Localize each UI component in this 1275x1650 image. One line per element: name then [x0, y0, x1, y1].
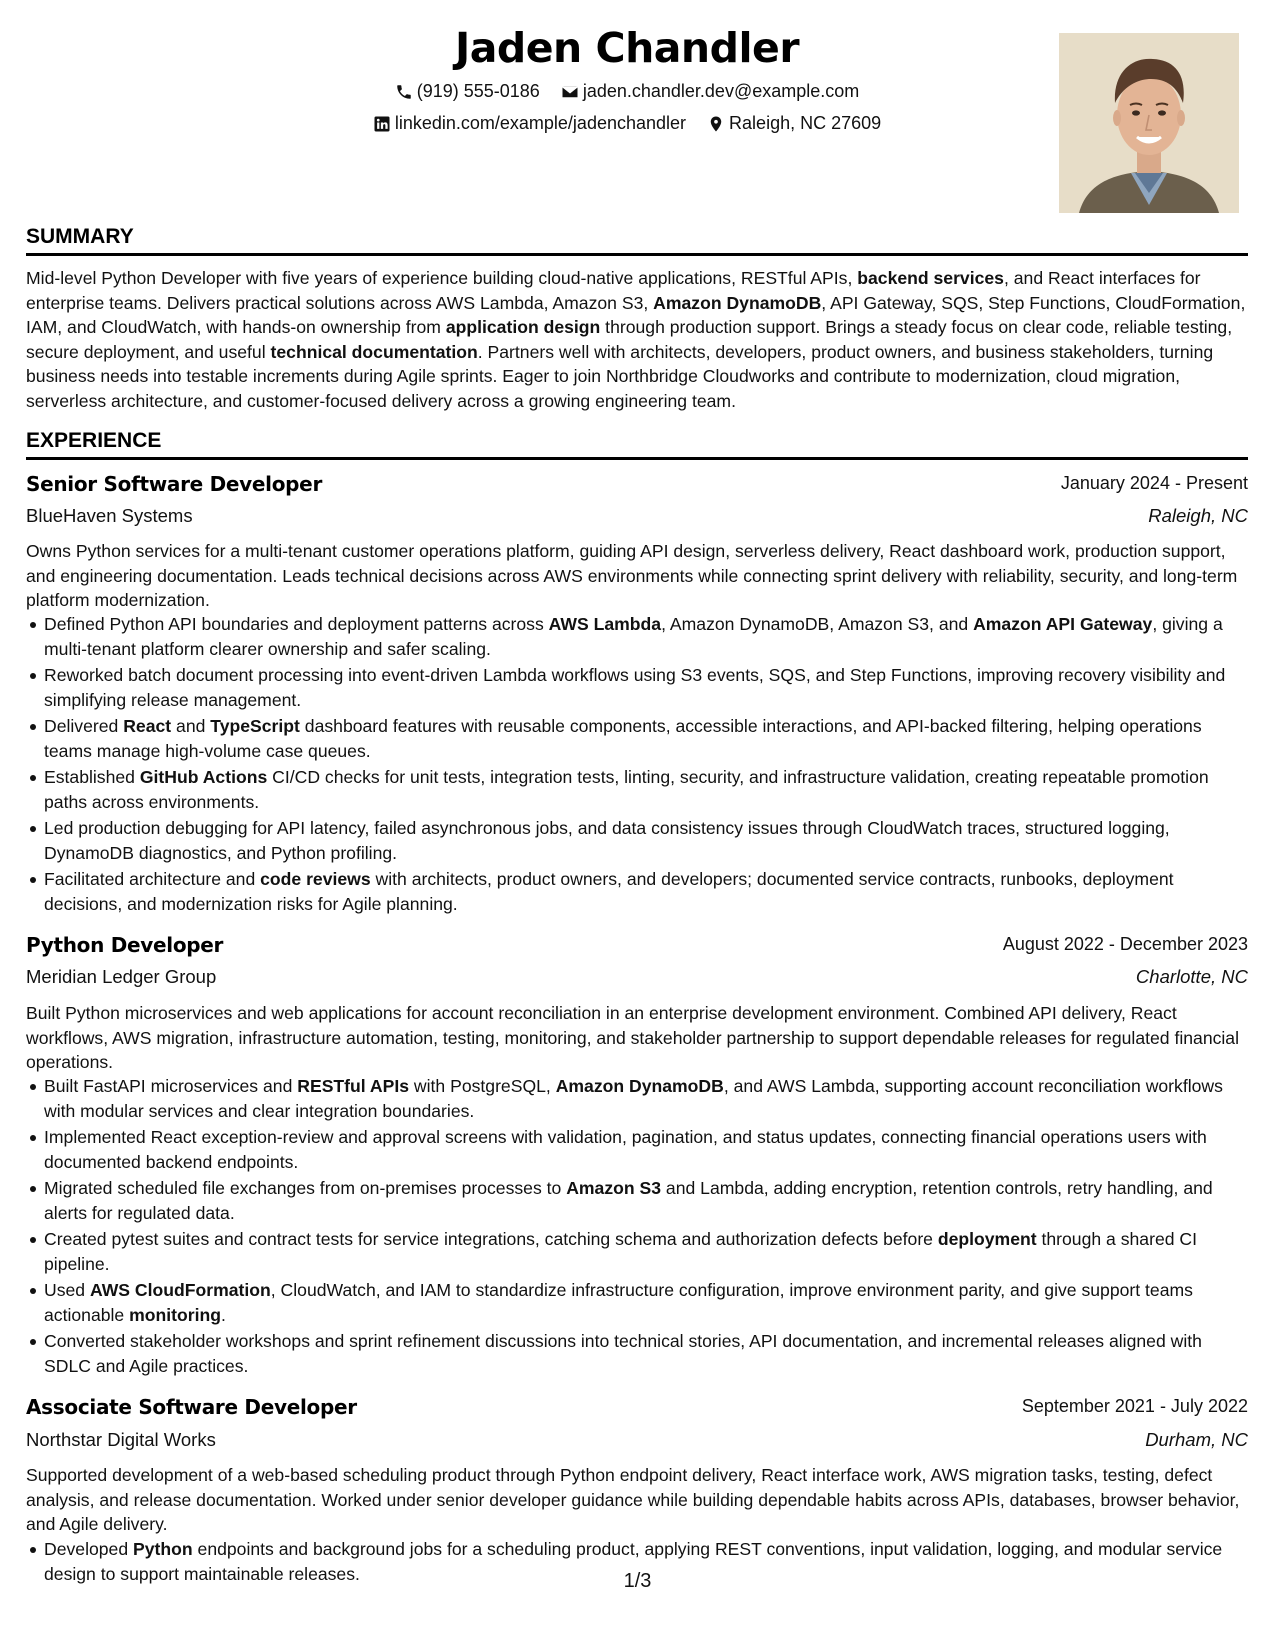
page-number: 1/3: [623, 1570, 652, 1592]
job-dates: September 2021 - July 2022: [1021, 1396, 1248, 1416]
candidate-name: Jaden Chandler: [454, 24, 800, 72]
profile-photo: [1059, 33, 1239, 213]
location-text: Raleigh, NC 27609: [729, 113, 882, 133]
job-title: Senior Software Developer: [26, 472, 323, 496]
bullet-dot: [30, 1339, 36, 1345]
location-contact: [707, 113, 881, 134]
email-address[interactable]: jaden.chandler.dev@example.com: [582, 81, 860, 101]
linkedin-contact[interactable]: [373, 113, 686, 134]
bullet-dot: [30, 1135, 36, 1141]
bullet-item: Converted stakeholder workshops and sprint refinement discussions into technical stories, API documentation, and incremental releases aligned with SDLC and Agile practices.: [26, 1329, 1248, 1378]
bullet-item: Facilitated architecture and code reviews with architects, product owners, and developers; documented service contracts, runbooks, deployment decisions, and modernization risks for Agile planning.: [26, 867, 1248, 916]
bullet-item: Used AWS CloudFormation, CloudWatch, and IAM to standardize infrastructure configuration, improve environment parity, and give support teams actionable monitoring.: [26, 1278, 1248, 1327]
phone-contact: [395, 81, 540, 102]
job-description: Built Python microservices and web applications for account reconciliation in an enterprise development environment. Combined API delivery, React workflows, AWS migration, infrastructure automation, testing, monitoring, and stakeholder partnership to support dependable releases for regulated financial operations.: [26, 1003, 1239, 1072]
job-location: Charlotte, NC: [1135, 966, 1248, 987]
job-company: BlueHaven Systems: [26, 505, 193, 526]
job-bullets: [26, 612, 1248, 918]
bullet-dot: [30, 724, 36, 730]
job-company: Meridian Ledger Group: [26, 966, 217, 987]
job-description: Supported development of a web-based scheduling product through Python endpoint delivery, React interface work, AWS migration tasks, testing, defect analysis, and release documentation. Worked under senior developer guidance while building dependable habits across APIs, databases, browser behavior, and Agile delivery.: [26, 1465, 1240, 1534]
bullet-dot: [30, 1084, 36, 1090]
bullet-dot: [30, 1547, 36, 1553]
bullet-dot: [30, 826, 36, 832]
phone-number: (919) 555-0186: [416, 81, 540, 101]
bullet-item: Developed Python endpoints and background jobs for a scheduling product, applying REST conventions, input validation, logging, and modular service design to support maintainable releases.: [26, 1537, 1248, 1586]
bullet-item: Implemented React exception-review and approval screens with validation, pagination, and status updates, connecting financial operations users with documented backend endpoints.: [26, 1125, 1248, 1174]
bullet-item: Migrated scheduled file exchanges from on-premises processes to Amazon S3 and Lambda, adding encryption, retention controls, retry handling, and alerts for regulated data.: [26, 1176, 1248, 1225]
job-title: Python Developer: [26, 933, 224, 957]
bullet-dot: [30, 622, 36, 628]
job-location: Raleigh, NC: [1148, 505, 1248, 526]
bullet-dot: [30, 673, 36, 679]
bullet-item: Created pytest suites and contract tests for service integrations, catching schema and authorization defects before deployment through a shared CI pipeline.: [26, 1227, 1248, 1276]
email-contact[interactable]: [561, 81, 859, 102]
bullet-dot: [30, 877, 36, 883]
bullet-item: Reworked batch document processing into event-driven Lambda workflows using S3 events, SQS, and Step Functions, improving recovery visibility and simplifying release management.: [26, 663, 1248, 712]
map-pin-icon: [707, 115, 725, 133]
bullet-dot: [30, 1186, 36, 1192]
linkedin-url[interactable]: linkedin.com/example/jadenchandler: [394, 113, 687, 133]
job-description: Owns Python services for a multi-tenant customer operations platform, guiding API design, serverless delivery, React dashboard work, production support, and engineering documentation. Leads technical decisions across AWS environments while connecting sprint delivery with reliability, security, and long-term platform modernization.: [26, 541, 1238, 610]
summary-heading: SUMMARY: [26, 225, 1248, 256]
job-dates: August 2022 - December 2023: [1002, 934, 1248, 954]
bullet-item: Delivered React and TypeScript dashboard features with reusable components, accessible interactions, and API-backed filtering, helping operations teams manage high-volume case queues.: [26, 714, 1248, 763]
job-location: Durham, NC: [1145, 1429, 1248, 1450]
job-dates: January 2024 - Present: [1060, 473, 1248, 493]
envelope-icon: [561, 83, 579, 101]
job-title: Associate Software Developer: [26, 1395, 357, 1419]
bullet-dot: [30, 775, 36, 781]
experience-heading: EXPERIENCE: [26, 429, 1248, 460]
phone-icon: [395, 83, 413, 101]
bullet-dot: [30, 1237, 36, 1243]
bullet-item: Established GitHub Actions CI/CD checks for unit tests, integration tests, linting, security, and infrastructure validation, creating repeatable promotion paths across environments.: [26, 765, 1248, 814]
summary-text: Mid-level Python Developer with five years of experience building cloud-native applications, RESTful APIs, backend services, and React interfaces for enterprise teams. Delivers practical solutions across AWS Lambda, Amazon S3, Amazon DynamoDB, API Gateway, SQS, Step Functions, CloudFormation, IAM, and CloudWatch, with hands-on ownership from application design through production support. Brings a steady focus on clear code, reliable testing, secure deployment, and useful technical documentation. Partners well with architects, developers, product owners, and business stakeholders, turning business needs into testable increments during Agile sprints. Eager to join Northbridge Cloudworks and contribute to modernization, cloud migration, serverless architecture, and customer-focused delivery across a growing engineering team.: [26, 268, 1246, 411]
linkedin-icon: [373, 115, 391, 133]
bullet-item: Built FastAPI microservices and RESTful APIs with PostgreSQL, Amazon DynamoDB, and AWS Lambda, supporting account reconciliation workflows with modular services and clear integration boundaries.: [26, 1074, 1248, 1123]
job-company: Northstar Digital Works: [26, 1429, 216, 1450]
job-bullets: [26, 1074, 1248, 1380]
bullet-item: Led production debugging for API latency, failed asynchronous jobs, and data consistency issues through CloudWatch traces, structured logging, DynamoDB diagnostics, and Python profiling.: [26, 816, 1248, 865]
bullet-item: Defined Python API boundaries and deployment patterns across AWS Lambda, Amazon DynamoDB, Amazon S3, and Amazon API Gateway, giving a multi-tenant platform clearer ownership and safer scaling.: [26, 612, 1248, 661]
bullet-dot: [30, 1288, 36, 1294]
